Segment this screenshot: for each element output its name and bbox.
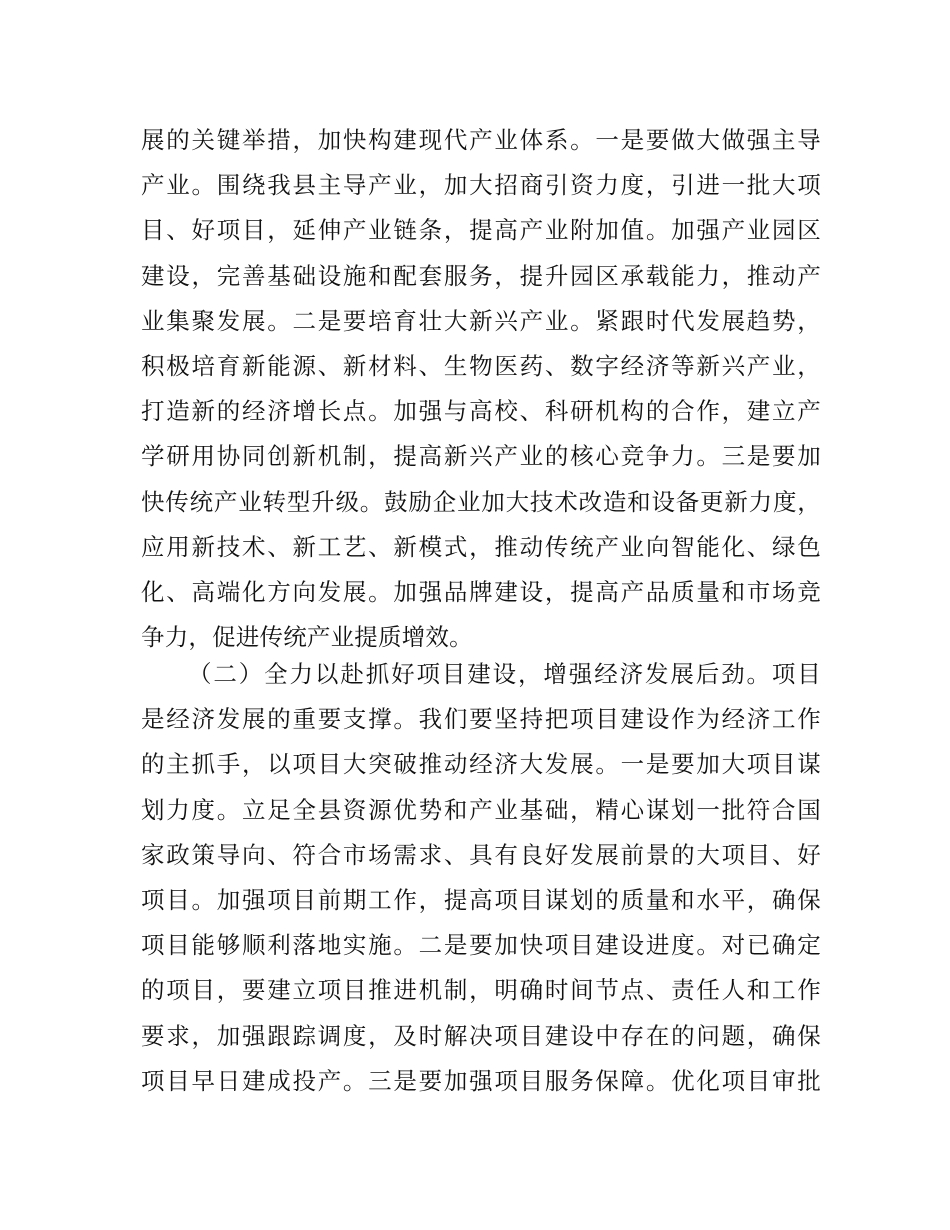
text-line: 要求，加强跟踪调度，及时解决项目建设中存在的问题，确保 [141,1021,821,1050]
text-line: 争力，促进传统产业提质增效。 [141,623,473,652]
text-line: 的主抓手，以项目大突破推动经济大发展。一是要加大项目谋 [141,750,821,779]
text-line: 建设，完善基础设施和配套服务，提升园区承载能力，推动产 [141,261,821,290]
text-line: （二）全力以赴抓好项目建设，增强经济发展后劲。项目 [188,660,821,688]
text-line: 展的关键举措，加快构建现代产业体系。一是要做大做强主导 [141,126,821,154]
text-line: 是经济发展的重要支撑。我们要坚持把项目建设作为经济工作 [141,705,821,734]
text-line: 学研用协同创新机制，提高新兴产业的核心竞争力。三是要加 [141,442,821,471]
paragraph-project-construction [141,652,821,1104]
text-line: 快传统产业转型升级。鼓励企业加大技术改造和设备更新力度， [141,487,821,516]
text-line: 打造新的经济增长点。加强与高校、科研机构的合作，建立产 [141,397,821,426]
text-line: 项目。加强项目前期工作，提高项目谋划的质量和水平，确保 [141,885,821,914]
text-line: 产业。围绕我县主导产业，加大招商引资力度，引进一批大项 [141,171,821,200]
text-line: 应用新技术、新工艺、新模式，推动传统产业向智能化、绿色 [141,532,821,561]
text-line: 项目早日建成投产。三是要加强项目服务保障。优化项目审批 [141,1066,821,1095]
text-line: 目、好项目，延伸产业链条，提高产业附加值。加强产业园区 [141,216,821,245]
text-line: 家政策导向、符合市场需求、具有良好发展前景的大项目、好 [141,840,821,869]
paragraph-industry-system [141,118,821,660]
text-line: 化、高端化方向发展。加强品牌建设，提高产品质量和市场竞 [141,577,821,606]
text-line: 积极培育新能源、新材料、生物医药、数字经济等新兴产业， [141,351,821,380]
text-line: 业集聚发展。二是要培育壮大新兴产业。紧跟时代发展趋势， [141,306,821,335]
text-line: 项目能够顺利落地实施。二是要加快项目建设进度。对已确定 [141,931,821,960]
text-line: 划力度。立足全县资源优势和产业基础，精心谋划一批符合国 [141,795,821,824]
text-line: 的项目，要建立项目推进机制，明确时间节点、责任人和工作 [141,976,821,1005]
